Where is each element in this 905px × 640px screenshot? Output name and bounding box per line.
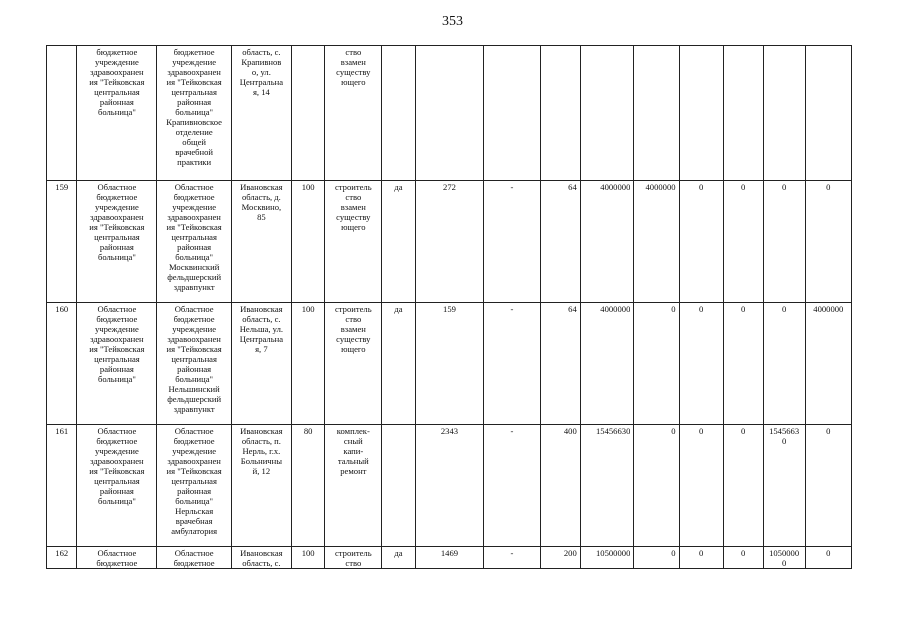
cell-line: область, с. [242, 314, 281, 324]
cell-line: 161 [55, 426, 69, 436]
cell-readiness [291, 425, 325, 547]
cell-line: Ивановская [240, 304, 283, 314]
cell-object [157, 181, 232, 303]
cell-work-type [325, 181, 382, 303]
cell-line: центральная [94, 232, 140, 242]
cell-line: область, п. [241, 436, 281, 446]
cell-address [231, 547, 291, 569]
cell-line: существу [336, 334, 371, 344]
cell-line: 0 [671, 426, 676, 436]
cell-line: здравоохранен [90, 67, 144, 77]
cell-line: Москвино, [241, 202, 282, 212]
cell-line: я, 14 [252, 87, 270, 97]
cell-num [47, 425, 77, 547]
cell-total [580, 181, 634, 303]
cell-line: районная [99, 242, 134, 252]
cell-line: практики [177, 157, 212, 167]
cell-line: 80 [303, 426, 313, 436]
cell-total [580, 547, 634, 569]
cell-line: больница" [97, 252, 136, 262]
cell-line: бюджетное [96, 436, 138, 446]
cell-line: 0 [740, 548, 746, 558]
cell-line: центральная [94, 87, 140, 97]
cell-line: здравпункт [173, 404, 215, 414]
cell-line: учреждение [172, 202, 217, 212]
cell-address [231, 46, 291, 181]
cell-line: да [394, 304, 403, 314]
cell-total [580, 46, 634, 181]
cell-line: здравпункт [173, 282, 215, 292]
cell-line: 159 [55, 182, 69, 192]
cell-work-type [325, 425, 382, 547]
cell-dash [484, 425, 541, 547]
cell-num [47, 303, 77, 425]
register-table-body [47, 46, 852, 569]
cell-c4 [763, 181, 805, 303]
cell-line: й, 12 [252, 466, 271, 476]
cell-flag [382, 46, 416, 181]
cell-line: 4000000 [645, 182, 676, 192]
cell-line: ия "Тейковская [89, 77, 145, 87]
cell-line: Нерльская [175, 506, 214, 516]
table-row [47, 425, 852, 547]
cell-num [47, 547, 77, 569]
cell-line: Областное [97, 182, 137, 192]
cell-line: здравоохранен [90, 334, 144, 344]
cell-line: 2343 [440, 426, 459, 436]
cell-line: врачебная [175, 516, 213, 526]
cell-c2 [679, 181, 723, 303]
cell-line: - [510, 548, 514, 558]
cell-total [580, 303, 634, 425]
cell-line: строитель [334, 304, 372, 314]
cell-c3 [723, 547, 763, 569]
cell-line: - [510, 304, 514, 314]
cell-line: учреждение [172, 324, 217, 334]
cell-line: районная [177, 364, 212, 374]
cell-line: Областное [97, 548, 137, 558]
cell-line: здравоохранен [167, 212, 221, 222]
cell-flag [382, 303, 416, 425]
cell-line: здравоохранен [167, 67, 221, 77]
cell-line: 1050000 [769, 548, 800, 558]
cell-line: Областное [174, 304, 214, 314]
cell-line: районная [99, 364, 134, 374]
cell-line: область, с. [242, 47, 281, 57]
table-row [47, 303, 852, 425]
cell-line: учреждение [172, 446, 217, 456]
cell-capacity [540, 303, 580, 425]
cell-applicant [77, 303, 157, 425]
cell-line: 100 [301, 304, 315, 314]
cell-c1 [634, 46, 679, 181]
cell-line: да [394, 548, 403, 558]
cell-line: здравоохранен [90, 456, 144, 466]
cell-line: 0 [826, 182, 831, 192]
cell-line: ия "Тейковская [166, 77, 222, 87]
cell-line: больница" [175, 374, 214, 384]
cell-line: больница" [175, 107, 214, 117]
table-row [47, 181, 852, 303]
cell-line: 200 [563, 548, 577, 558]
cell-line: ство [345, 192, 362, 202]
cell-line: Центральна [239, 334, 284, 344]
cell-line: ия "Тейковская [166, 344, 222, 354]
cell-line: районная [99, 486, 134, 496]
cell-line: 0 [781, 182, 787, 192]
cell-line: здравоохранен [167, 456, 221, 466]
cell-line: районная [99, 97, 134, 107]
cell-capacity [540, 181, 580, 303]
table-row [47, 46, 852, 181]
cell-line: бюджетное [96, 558, 138, 568]
cell-line: 160 [55, 304, 69, 314]
cell-line: 4000000 [813, 304, 844, 314]
cell-line: ия "Тейковская [89, 466, 145, 476]
cell-capacity [540, 425, 580, 547]
cell-line: районная [177, 97, 212, 107]
cell-line: Нерль, г.х. [242, 446, 281, 456]
cell-c4 [763, 303, 805, 425]
cell-line: Областное [97, 304, 137, 314]
cell-flag [382, 181, 416, 303]
cell-line: 272 [443, 182, 456, 192]
cell-c5 [805, 425, 851, 547]
cell-line: Крапивнов [241, 57, 282, 67]
cell-line: общей [182, 137, 206, 147]
cell-line: фельдшерский [167, 394, 222, 404]
cell-line: больница" [97, 107, 136, 117]
cell-line: Крапивновское [166, 117, 222, 127]
cell-work-type [325, 46, 382, 181]
cell-c2 [679, 303, 723, 425]
cell-c1 [634, 181, 679, 303]
cell-line: учреждение [94, 446, 139, 456]
cell-line: о, ул. [251, 67, 271, 77]
register-table [46, 45, 852, 569]
cell-line: центральная [171, 354, 217, 364]
cell-line: центральная [171, 87, 217, 97]
cell-applicant [77, 547, 157, 569]
cell-line: 100 [301, 548, 315, 558]
cell-applicant [77, 46, 157, 181]
cell-line: 0 [826, 426, 831, 436]
cell-line: тальный [337, 456, 369, 466]
cell-object [157, 46, 232, 181]
cell-line: Ивановская [240, 426, 283, 436]
cell-line: ия "Тейковская [166, 466, 222, 476]
cell-line: учреждение [94, 324, 139, 334]
cell-flag [382, 547, 416, 569]
cell-c5 [805, 547, 851, 569]
cell-line: 400 [563, 426, 577, 436]
cell-object [157, 303, 232, 425]
cell-line: область, с. [242, 558, 281, 568]
cell-line: бюджетное [173, 47, 215, 57]
cell-line: центральная [94, 476, 140, 486]
cell-line: учреждение [94, 57, 139, 67]
cell-line: Больничны [240, 456, 282, 466]
cell-line: ремонт [340, 466, 367, 476]
cell-line: больница" [175, 252, 214, 262]
cell-line: Областное [174, 182, 214, 192]
cell-line: 162 [55, 548, 69, 558]
cell-line: районная [177, 486, 212, 496]
cell-line: больница" [97, 374, 136, 384]
cell-total [580, 425, 634, 547]
cell-line: ия "Тейковская [89, 222, 145, 232]
cell-line: амбулатория [171, 526, 218, 536]
cell-line: Областное [174, 548, 214, 558]
cell-line: 0 [671, 304, 676, 314]
cell-area [415, 46, 483, 181]
cell-line: фельдшерский [167, 272, 222, 282]
cell-capacity [540, 547, 580, 569]
cell-c4 [763, 547, 805, 569]
cell-line: взамен [340, 324, 366, 334]
cell-line: строитель [334, 548, 372, 558]
cell-line: 15456630 [595, 426, 631, 436]
cell-line: Ивановская [240, 182, 283, 192]
cell-c5 [805, 46, 851, 181]
cell-object [157, 547, 232, 569]
cell-readiness [291, 303, 325, 425]
cell-line: центральная [94, 354, 140, 364]
cell-readiness [291, 547, 325, 569]
cell-line: учреждение [94, 202, 139, 212]
cell-line: 0 [826, 548, 831, 558]
cell-line: 85 [257, 212, 266, 222]
cell-line: 0 [781, 304, 787, 314]
cell-line: 0 [698, 182, 704, 192]
cell-dash [484, 46, 541, 181]
cell-address [231, 181, 291, 303]
cell-line: да [394, 182, 403, 192]
cell-line: центральная [171, 476, 217, 486]
cell-line: больница" [175, 496, 214, 506]
cell-area [415, 425, 483, 547]
cell-line: Нельшинский [168, 384, 220, 394]
cell-line: существу [336, 67, 371, 77]
cell-line: Москвинский [168, 262, 220, 272]
cell-line: здравоохранен [90, 212, 144, 222]
cell-line: ство [345, 47, 362, 57]
cell-line: 0 [740, 304, 746, 314]
cell-line: сный [343, 436, 363, 446]
cell-applicant [77, 425, 157, 547]
cell-dash [484, 547, 541, 569]
cell-line: 4000000 [600, 182, 631, 192]
cell-c3 [723, 46, 763, 181]
cell-line: бюджетное [173, 558, 215, 568]
cell-line: 0 [781, 436, 787, 446]
cell-line: ство [345, 314, 362, 324]
cell-line: Областное [97, 426, 137, 436]
cell-dash [484, 181, 541, 303]
cell-line: ющего [341, 77, 366, 87]
cell-line: 4000000 [600, 304, 631, 314]
cell-c4 [763, 46, 805, 181]
cell-object [157, 425, 232, 547]
cell-line: 64 [568, 182, 577, 192]
cell-line: здравоохранен [167, 334, 221, 344]
cell-dash [484, 303, 541, 425]
cell-c5 [805, 303, 851, 425]
cell-line: капи- [343, 446, 364, 456]
cell-line: ия "Тейковская [89, 344, 145, 354]
cell-line: 0 [698, 426, 704, 436]
cell-area [415, 303, 483, 425]
cell-address [231, 425, 291, 547]
cell-line: 0 [698, 548, 704, 558]
cell-line: я, 7 [255, 344, 268, 354]
cell-line: - [510, 182, 514, 192]
cell-line: Центральна [239, 77, 284, 87]
cell-c5 [805, 181, 851, 303]
cell-work-type [325, 547, 382, 569]
cell-line: 0 [740, 426, 746, 436]
cell-work-type [325, 303, 382, 425]
cell-line: ющего [341, 222, 366, 232]
cell-applicant [77, 181, 157, 303]
cell-line: взамен [340, 57, 366, 67]
cell-c3 [723, 303, 763, 425]
cell-line: районная [177, 242, 212, 252]
cell-line: 159 [443, 304, 456, 314]
cell-line: ющего [341, 344, 366, 354]
cell-num [47, 181, 77, 303]
cell-line: 100 [301, 182, 315, 192]
cell-c1 [634, 303, 679, 425]
cell-c2 [679, 46, 723, 181]
cell-line: Областное [174, 426, 214, 436]
cell-line: 1545663 [769, 426, 800, 436]
cell-line: - [510, 426, 514, 436]
cell-line: бюджетное [173, 436, 215, 446]
cell-c1 [634, 547, 679, 569]
cell-address [231, 303, 291, 425]
cell-line: врачебной [175, 147, 214, 157]
cell-c3 [723, 425, 763, 547]
cell-line: отделение [175, 127, 213, 137]
cell-line: 0 [740, 182, 746, 192]
cell-line: ия "Тейковская [166, 222, 222, 232]
cell-c3 [723, 181, 763, 303]
cell-line: 0 [671, 548, 676, 558]
cell-line: бюджетное [96, 314, 138, 324]
cell-line: 10500000 [595, 548, 631, 558]
cell-line: учреждение [172, 57, 217, 67]
cell-c1 [634, 425, 679, 547]
cell-line: 0 [698, 304, 704, 314]
cell-flag [382, 425, 416, 547]
cell-line: центральная [171, 232, 217, 242]
cell-line: бюджетное [173, 314, 215, 324]
cell-area [415, 547, 483, 569]
page-number: 353 [442, 14, 463, 29]
cell-line: область, д. [241, 192, 281, 202]
cell-line: бюджетное [96, 47, 138, 57]
cell-line: ство [345, 558, 362, 568]
cell-line: комплек- [336, 426, 370, 436]
cell-c2 [679, 547, 723, 569]
cell-line: больница" [97, 496, 136, 506]
cell-line: 0 [781, 558, 787, 568]
cell-readiness [291, 46, 325, 181]
cell-line: строитель [334, 182, 372, 192]
cell-area [415, 181, 483, 303]
cell-c2 [679, 425, 723, 547]
cell-line: бюджетное [173, 192, 215, 202]
table-row [47, 547, 852, 569]
cell-c4 [763, 425, 805, 547]
cell-readiness [291, 181, 325, 303]
cell-num [47, 46, 77, 181]
cell-line: 1469 [440, 548, 459, 558]
cell-capacity [540, 46, 580, 181]
cell-line: 64 [568, 304, 577, 314]
cell-line: взамен [340, 202, 366, 212]
cell-line: бюджетное [96, 192, 138, 202]
cell-line: существу [336, 212, 371, 222]
cell-line: Ивановская [240, 548, 283, 558]
cell-line: Нельша, ул. [239, 324, 284, 334]
